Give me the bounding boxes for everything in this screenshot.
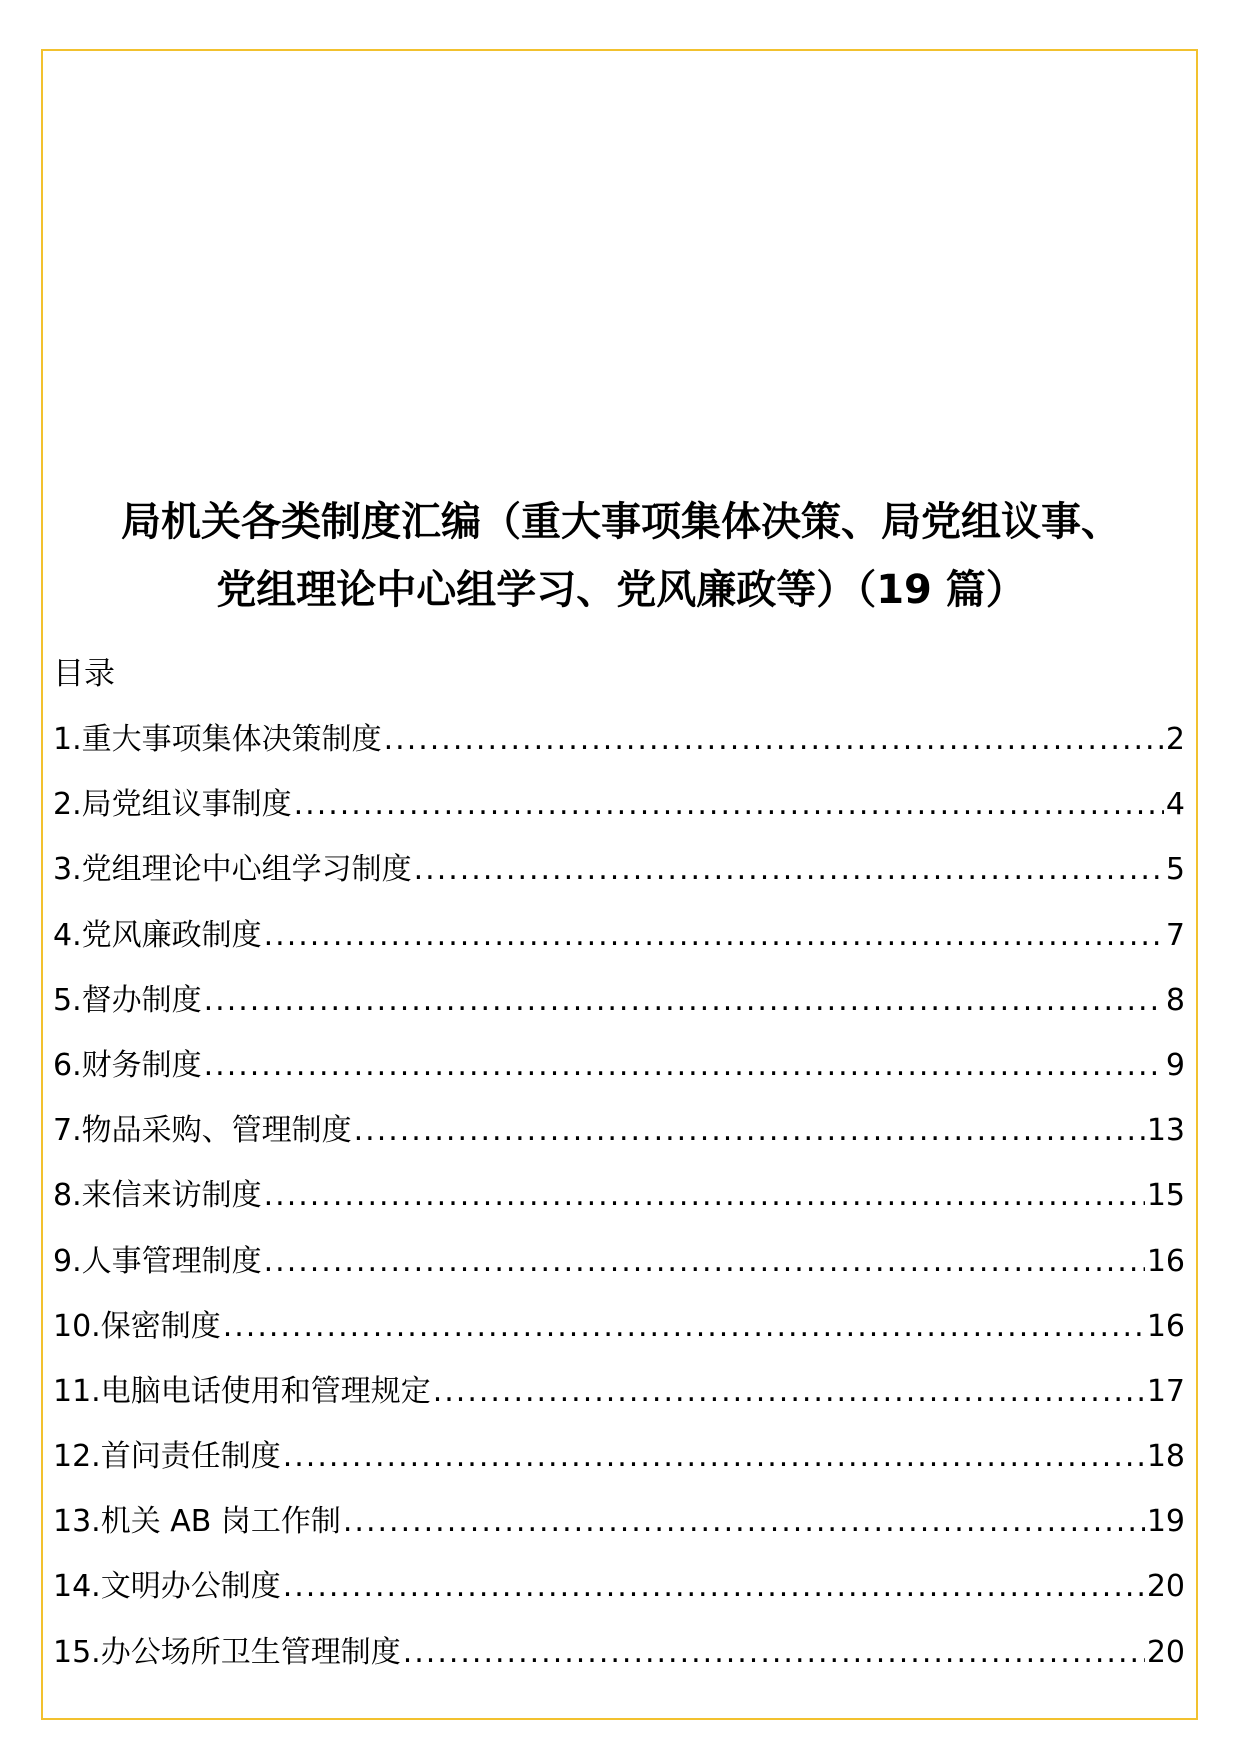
toc-heading: 目录 (53, 656, 115, 692)
toc-entry[interactable] (53, 1305, 1185, 1370)
toc-entry[interactable] (53, 783, 1185, 848)
toc-entry-leader (294, 783, 1164, 827)
toc-entry[interactable] (53, 1044, 1185, 1109)
toc-entry-label: 8.来信来访制度 (53, 1178, 262, 1214)
toc-entry-leader (354, 1109, 1145, 1153)
toc-entry-label: 1.重大事项集体决策制度 (53, 722, 382, 757)
toc-entry-page: 20 (1146, 1569, 1185, 1605)
toc-entry-leader (283, 1435, 1145, 1479)
toc-entry-label: 7.物品采购、管理制度 (53, 1113, 352, 1149)
toc-entry-label: 9.人事管理制度 (53, 1243, 262, 1279)
toc-entry-page: 13 (1146, 1113, 1185, 1149)
toc-entry[interactable] (53, 1565, 1185, 1630)
toc-entry[interactable] (53, 1109, 1185, 1174)
toc-entry-page: 5 (1165, 852, 1185, 888)
toc-entry-leader (384, 718, 1164, 762)
toc-entry[interactable] (53, 1240, 1185, 1305)
toc-entry-page: 2 (1165, 722, 1185, 757)
toc-entry-label: 4.党风廉政制度 (53, 917, 262, 953)
toc-entry-label: 11.电脑电话使用和管理规定 (53, 1373, 431, 1409)
toc-entry[interactable] (53, 1174, 1185, 1239)
toc-entry[interactable] (53, 1500, 1185, 1565)
toc-entry-page: 16 (1146, 1308, 1185, 1344)
toc-entry-label: 10.保密制度 (53, 1308, 221, 1344)
toc-entry-page: 9 (1165, 1047, 1185, 1083)
toc-entry-leader (223, 1305, 1145, 1349)
toc-entry[interactable] (53, 979, 1185, 1044)
toc-entry-label: 14.文明办公制度 (53, 1569, 281, 1605)
toc-entry[interactable] (53, 848, 1185, 913)
toc-entry-leader (204, 1044, 1164, 1088)
toc-entry[interactable] (53, 1370, 1185, 1435)
toc-entry-label: 3.党组理论中心组学习制度 (53, 852, 412, 888)
document-title (44, 488, 1198, 624)
toc-entry-leader (264, 914, 1164, 958)
toc-entry-leader (283, 1565, 1145, 1609)
toc-entry[interactable] (53, 914, 1185, 979)
toc-entry-label: 6.财务制度 (53, 1047, 202, 1083)
toc-entry-page: 16 (1146, 1243, 1185, 1279)
toc-entry-leader (264, 1240, 1145, 1284)
toc-entry-label: 12.首问责任制度 (53, 1439, 281, 1475)
document-title-line-1: 局机关各类制度汇编（重大事项集体决策、局党组议事、 (121, 499, 1121, 545)
toc-entry-page: 8 (1165, 982, 1185, 1018)
document-title-line-2: 党组理论中心组学习、党风廉政等）（19 篇） (216, 567, 1026, 613)
toc-entry[interactable] (53, 718, 1185, 783)
toc-entry-page: 7 (1165, 917, 1185, 953)
toc-entry-label: 13.机关 AB 岗工作制 (53, 1504, 341, 1540)
toc-entry-leader (403, 1631, 1145, 1675)
toc-entry-label: 5.督办制度 (53, 982, 202, 1018)
toc-entry-page: 19 (1146, 1504, 1185, 1540)
table-of-contents (53, 718, 1185, 1696)
toc-entry-leader (414, 848, 1164, 892)
toc-entry-leader (433, 1370, 1145, 1414)
toc-entry-label: 15.办公场所卫生管理制度 (53, 1634, 401, 1670)
toc-entry-label: 2.局党组议事制度 (53, 787, 292, 823)
toc-entry-page: 4 (1165, 787, 1185, 823)
toc-entry-page: 17 (1146, 1373, 1185, 1409)
toc-entry-leader (204, 979, 1164, 1023)
toc-entry-page: 18 (1146, 1439, 1185, 1475)
toc-entry-leader (343, 1500, 1145, 1544)
toc-entry[interactable] (53, 1631, 1185, 1696)
toc-entry-page: 20 (1146, 1634, 1185, 1670)
toc-entry[interactable] (53, 1435, 1185, 1500)
toc-entry-leader (264, 1174, 1145, 1218)
toc-entry-page: 15 (1146, 1178, 1185, 1214)
